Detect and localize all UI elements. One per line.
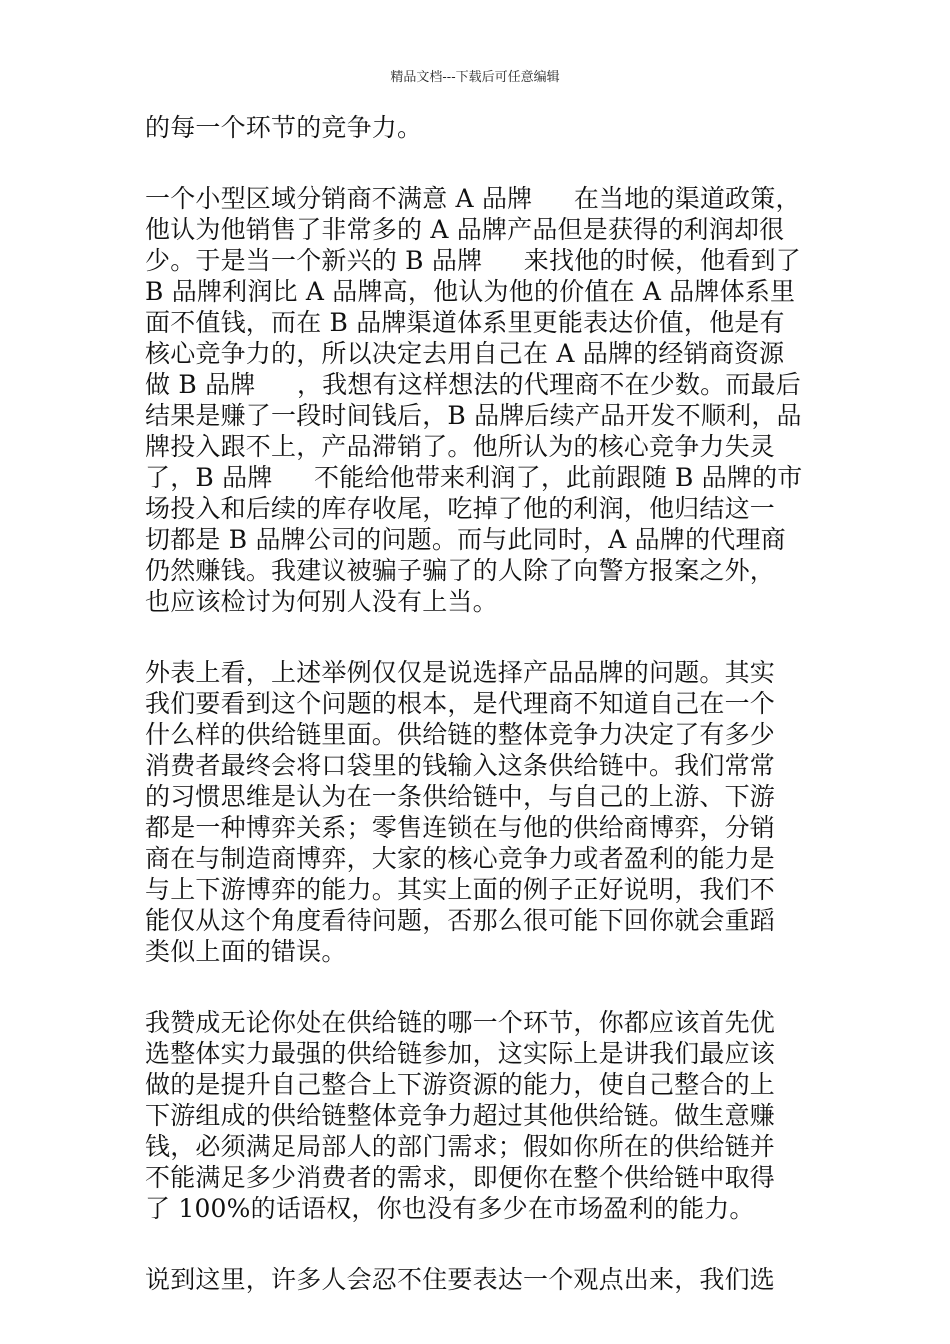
page-header: 精品文档---下载后可任意编辑 [390, 70, 560, 85]
text-line: 我们要看到这个问题的根本，是代理商不知道自己在一个 [145, 689, 776, 718]
text-line: 商在与制造商博弈，大家的核心竞争力或者盈利的能力是 [145, 844, 776, 873]
text-line: 一个小型区域分销商不满意 A 品牌 在当地的渠道政策， [145, 184, 801, 213]
paragraph [145, 1264, 815, 1295]
paragraph [145, 1007, 815, 1224]
text-line: 结果是赚了一段时间钱后，B 品牌后续产品开发不顺利，品 [145, 401, 802, 430]
text-line: 做 B 品牌 ，我想有这样想法的代理商不在少数。而最后 [145, 370, 801, 399]
text-line: 说到这里，许多人会忍不住要表达一个观点出来，我们选 [145, 1265, 776, 1294]
text-line: 他认为他销售了非常多的 A 品牌产品但是获得的利润却很 [145, 215, 785, 244]
paragraph [145, 657, 815, 967]
text-line: 与上下游博弈的能力。其实上面的例子正好说明，我们不 [145, 875, 776, 904]
text-line: 也应该检讨为何别人没有上当。 [145, 587, 498, 616]
text-line: 做的是提升自己整合上下游资源的能力，使自己整合的上 [145, 1070, 776, 1099]
text-line: 的每一个环节的竞争力。 [145, 113, 423, 142]
text-line: 什么样的供给链里面。供给链的整体竞争力决定了有多少 [145, 720, 776, 749]
text-line: 牌投入跟不上，产品滞销了。他所认为的核心竞争力失灵 [145, 432, 776, 461]
text-line: B 品牌利润比 A 品牌高，他认为他的价值在 A 品牌体系里 [145, 277, 796, 306]
text-line: 了，B 品牌 不能给他带来利润了，此前跟随 B 品牌的市 [145, 463, 803, 492]
text-line: 核心竞争力的，所以决定去用自己在 A 品牌的经销商资源 [145, 339, 785, 368]
text-line: 不能满足多少消费者的需求，即便你在整个供给链中取得 [145, 1163, 776, 1192]
text-line: 场投入和后续的库存收尾，吃掉了他的利润，他归结这一 [145, 494, 776, 523]
text-line: 选整体实力最强的供给链参加，这实际上是讲我们最应该 [145, 1039, 776, 1068]
text-line: 我赞成无论你处在供给链的哪一个环节，你都应该首先优 [145, 1008, 776, 1037]
paragraph [145, 183, 815, 617]
paragraph [145, 112, 815, 143]
text-line: 了 100%的话语权，你也没有多少在市场盈利的能力。 [145, 1194, 755, 1223]
text-line: 的习惯思维是认为在一条供给链中，与自己的上游、下游 [145, 782, 776, 811]
text-line: 钱，必须满足局部人的部门需求；假如你所在的供给链并 [145, 1132, 776, 1161]
text-line: 切都是 B 品牌公司的问题。而与此同时，A 品牌的代理商 [145, 525, 786, 554]
text-line: 面不值钱，而在 B 品牌渠道体系里更能表达价值，他是有 [145, 308, 785, 337]
text-line: 外表上看，上述举例仅仅是说选择产品品牌的问题。其实 [145, 658, 776, 687]
text-line: 能仅从这个角度看待问题，否那么很可能下回你就会重蹈 [145, 906, 776, 935]
text-line: 都是一种博弈关系；零售连锁在与他的供给商博弈，分销 [145, 813, 776, 842]
document-body [145, 112, 815, 1335]
text-line: 少。于是当一个新兴的 B 品牌 来找他的时候，他看到了 [145, 246, 801, 275]
text-line: 下游组成的供给链整体竞争力超过其他供给链。做生意赚 [145, 1101, 776, 1130]
text-line: 类似上面的错误。 [145, 937, 347, 966]
text-line: 仍然赚钱。我建议被骗子骗了的人除了向警方报案之外， [145, 556, 776, 585]
text-line: 消费者最终会将口袋里的钱输入这条供给链中。我们常常 [145, 751, 776, 780]
